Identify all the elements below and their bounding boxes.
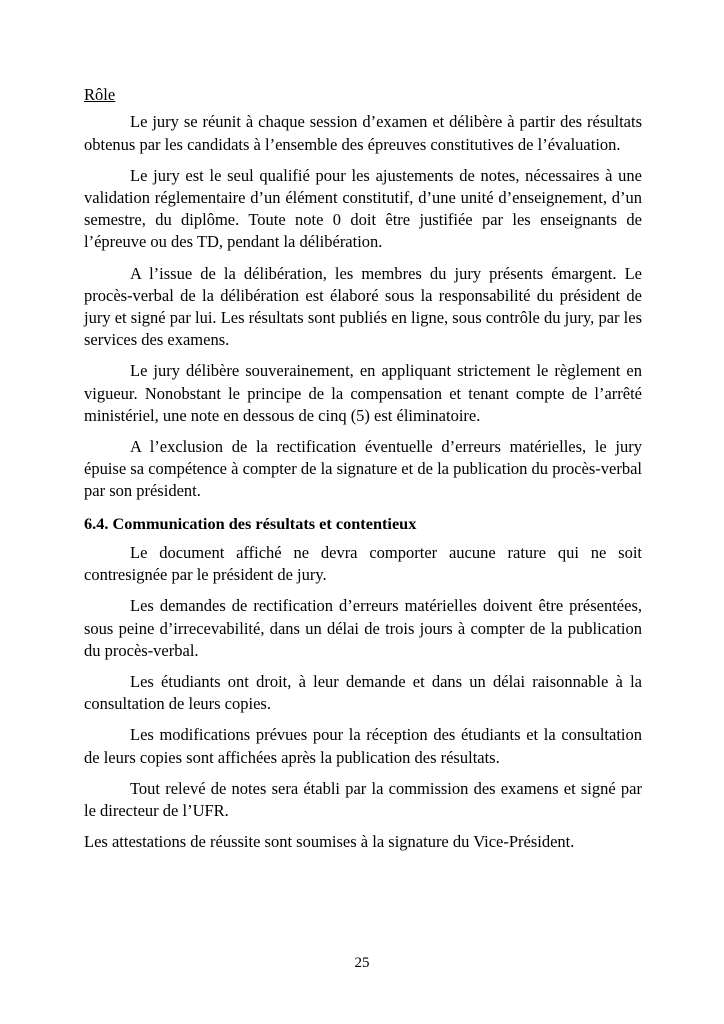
page-content (84, 84, 642, 862)
paragraph-jury-souverain: Le jury délibère souverainement, en appliquant strictement le règlement en vigueur. Nonobstant le principe de la compensation et tenant compte de l’arrêté ministériel, une note en dessous de cinq (5) est éliminatoire. (84, 361, 642, 425)
paragraph-attestations-reussite: Les attestations de réussite sont soumises à la signature du Vice-Président. (84, 832, 575, 852)
paragraph-releve-notes: Tout relevé de notes sera établi par la commission des examens et signé par le directeur de l’UFR. (84, 778, 642, 820)
paragraph-demandes-rectification: Les demandes de rectification d’erreurs matérielles doivent être présentées, sous peine d’irrecevabilité, dans un délai de trois jours à compter de la publication du procès-verbal. (84, 596, 642, 660)
section-title-role: Rôle (84, 85, 116, 104)
paragraph-etudiants-consultation: Les étudiants ont droit, à leur demande et dans un délai raisonnable à la consultation de leurs copies. (84, 672, 642, 714)
paragraph-issue-deliberation: A l’issue de la délibération, les membres du jury présents émargent. Le procès-verbal de la délibération est élaboré sous la responsabilité du président de jury et signé par lui. Les résultats sont publiés en ligne, sous contrôle du jury, par les services des examens. (84, 263, 642, 350)
paragraph-jury-ajustements: Le jury est le seul qualifié pour les ajustements de notes, nécessaires à une validation réglementaire d’un élément constitutif, d’une unité d’enseignement, d’un semestre, du diplôme. Toute note 0 doit être justifiée par les enseignants de l’épreuve ou des TD, pendant la délibération. (84, 165, 642, 252)
paragraph-modifications-reception: Les modifications prévues pour la réception des étudiants et la consultation de leurs copies sont affichées après la publication des résultats. (84, 725, 642, 767)
paragraph-document-affiche: Le document affiché ne devra comporter aucune rature qui ne soit contresignée par le président de jury. (84, 543, 642, 585)
page-number: 25 (354, 955, 370, 971)
section-title-communication: 6.4. Communication des résultats et contentieux (84, 514, 417, 534)
paragraph-exclusion-rectification: A l’exclusion de la rectification éventuelle d’erreurs matérielles, le jury épuise sa compétence à compter de la signature et de la publication du procès-verbal par son président. (84, 436, 642, 501)
paragraph-jury-reunion: Le jury se réunit à chaque session d’examen et délibère à partir des résultats obtenus par les candidats à l’ensemble des épreuves constitutives de l’évaluation. (84, 112, 642, 154)
